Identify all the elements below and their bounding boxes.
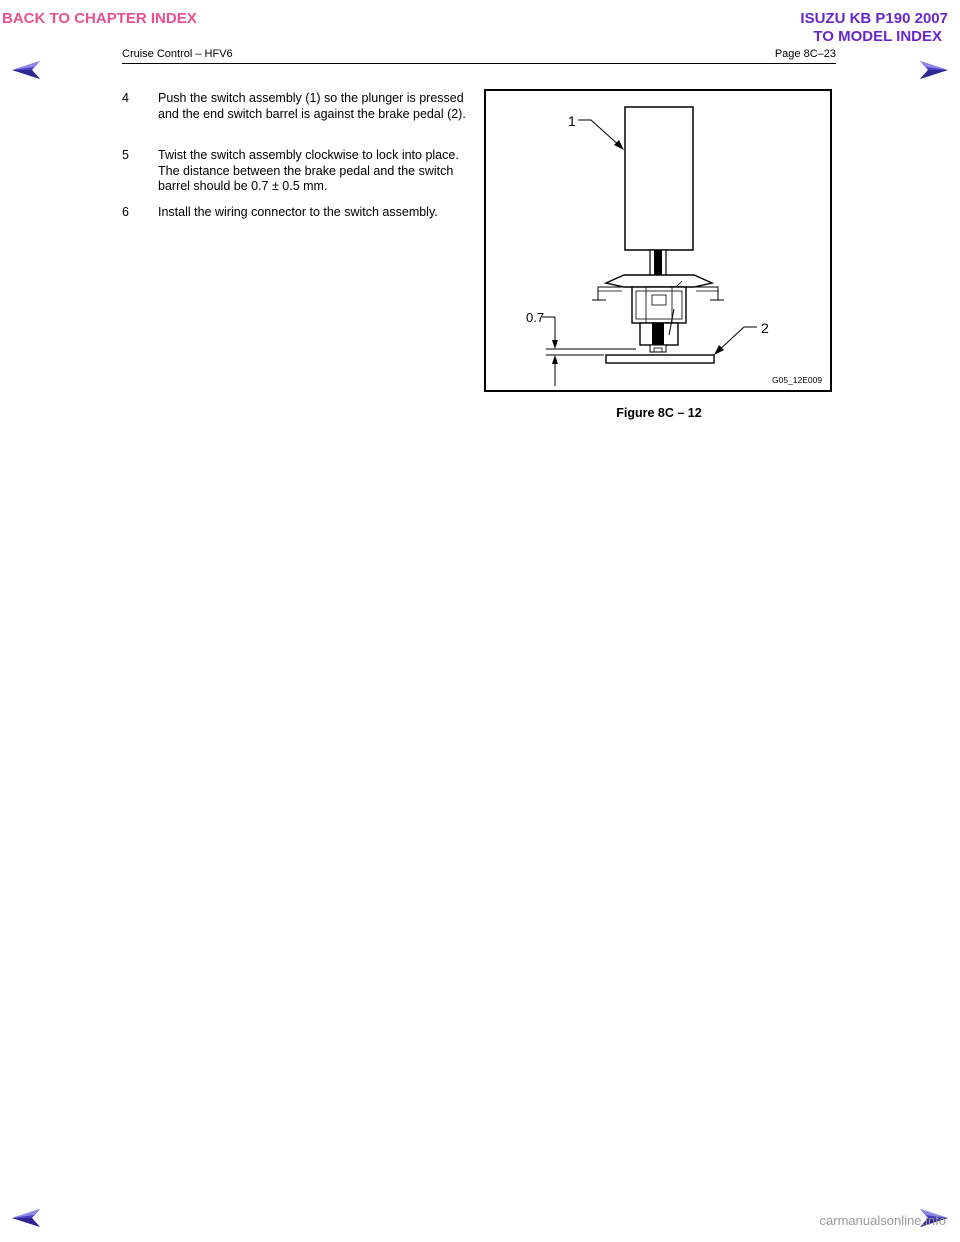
- step-item: [122, 148, 480, 195]
- step-text: Twist the switch assembly clockwise to lock into place. The distance between the brake pedal and the switch barrel should be 0.7 ± 0.5 mm.: [158, 148, 459, 193]
- step-number: 4: [122, 91, 129, 105]
- figure-caption: Figure 8C – 12: [616, 406, 702, 420]
- right-arrow-icon[interactable]: [912, 58, 950, 82]
- model-title-link[interactable]: ISUZU KB P190 2007: [800, 10, 948, 27]
- figure-illustration: [484, 89, 832, 392]
- to-model-index-link[interactable]: TO MODEL INDEX: [813, 28, 942, 45]
- left-arrow-icon[interactable]: [10, 58, 48, 82]
- header-divider: [122, 63, 836, 64]
- step-text: Install the wiring connector to the switch assembly.: [158, 205, 438, 219]
- dimension-label: 0.7: [526, 310, 545, 325]
- step-item: [122, 91, 480, 122]
- section-title: Cruise Control – HFV6: [122, 48, 233, 60]
- callout-label-1: 1: [568, 113, 576, 129]
- switch-assembly: [625, 107, 693, 250]
- figure-code: G05_12E009: [772, 375, 823, 385]
- page-number: Page 8C–23: [774, 48, 836, 60]
- back-to-chapter-index-link[interactable]: BACK TO CHAPTER INDEX: [2, 10, 197, 27]
- step-number: 5: [122, 148, 129, 162]
- step-text: Push the switch assembly (1) so the plunger is pressed and the end switch barrel is against the brake pedal (2).: [158, 91, 466, 121]
- step-number: 6: [122, 205, 129, 219]
- brake-pedal: [606, 355, 714, 363]
- step-item: [122, 205, 480, 221]
- callout-label-2: 2: [761, 320, 769, 336]
- watermark: carmanualsonline.info: [819, 1213, 946, 1228]
- left-arrow-icon[interactable]: [10, 1206, 48, 1230]
- brake-switch-diagram: [486, 91, 830, 390]
